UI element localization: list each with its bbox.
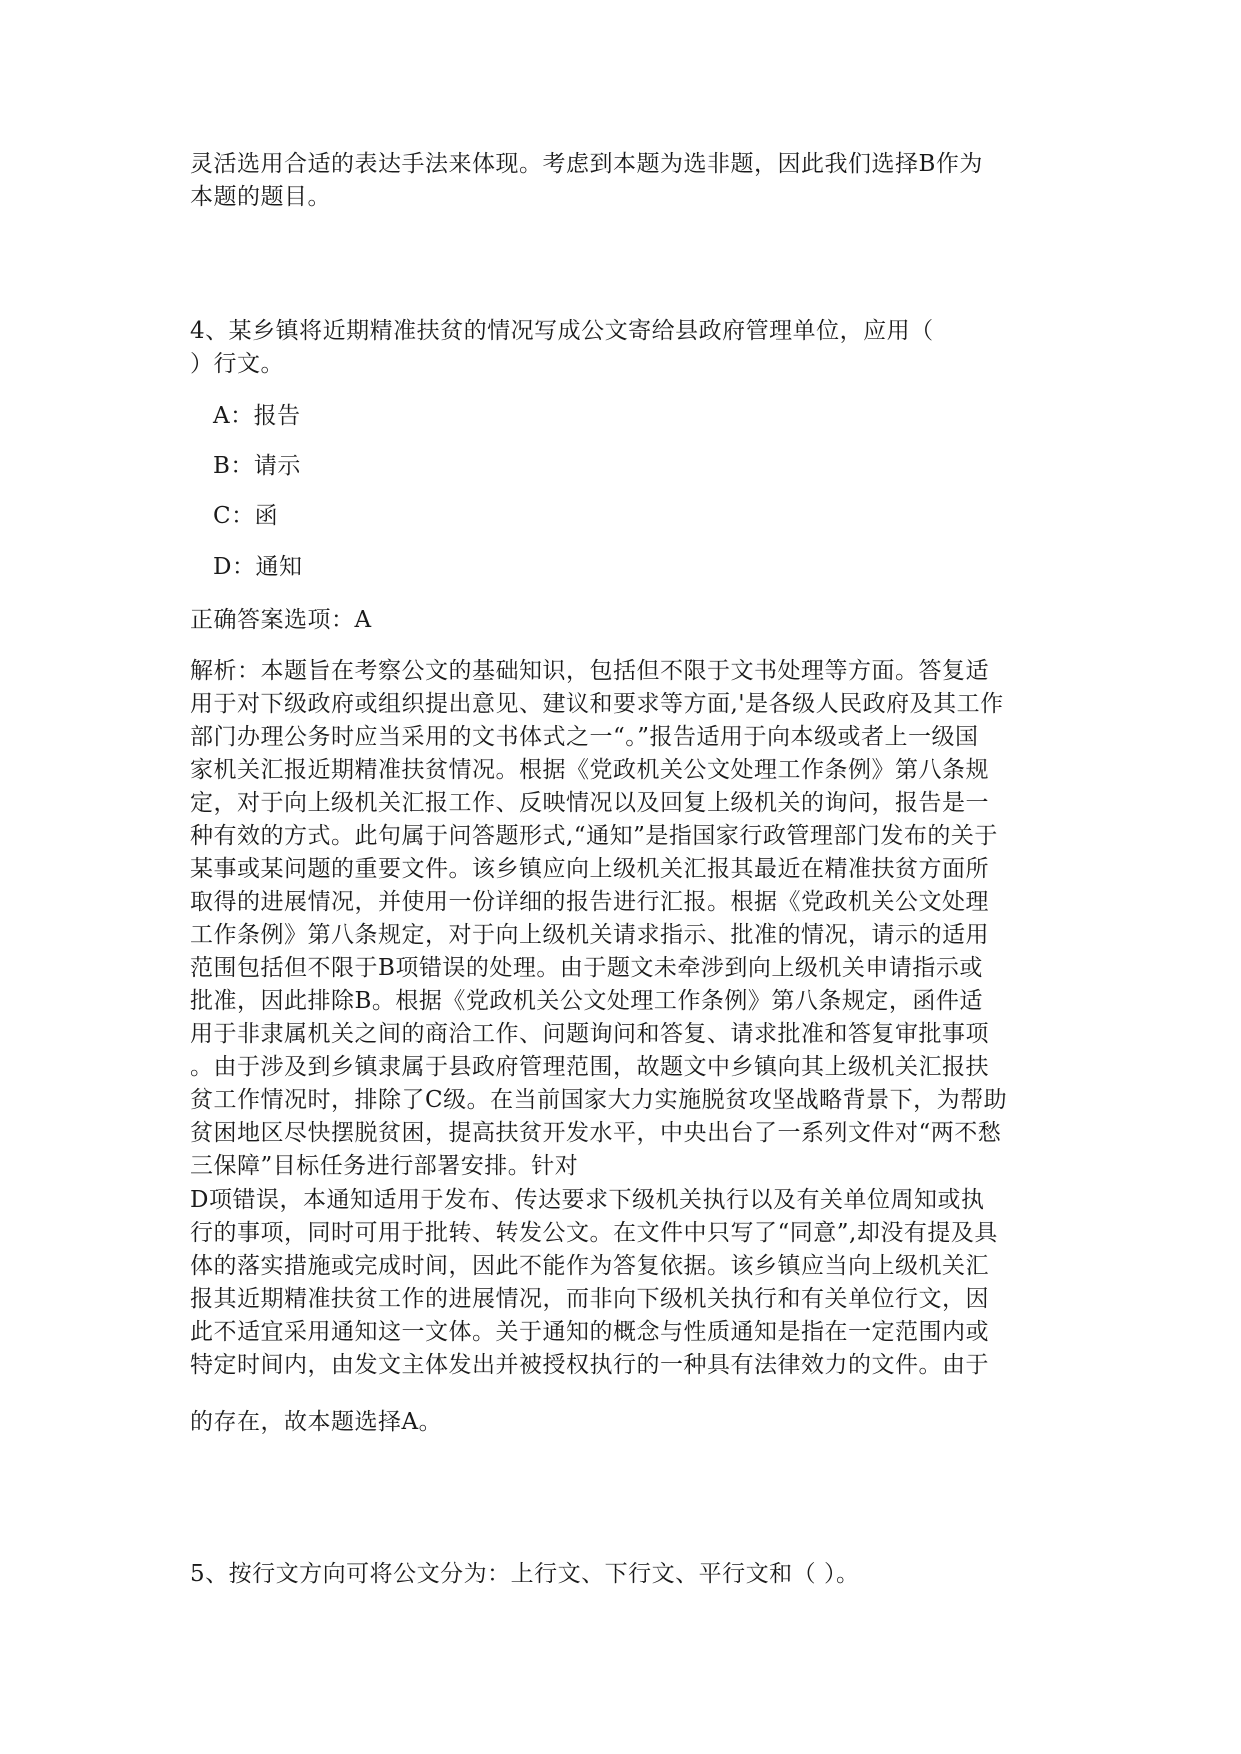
text-line: 行的事项，同时可用于批转、转发公文。在文件中只写了“同意”,却没有提及具 xyxy=(190,1220,998,1246)
question-5-stem xyxy=(190,1558,1060,1591)
text-line: 4、某乡镇将近期精准扶贫的情况写成公文寄给县政府管理单位，应用（ xyxy=(190,318,934,344)
text-line: 某事或某问题的重要文件。该乡镇应向上级机关汇报其最近在精准扶贫方面所 xyxy=(190,856,989,882)
text-line: 种有效的方式。此句属于问答题形式,“通知”是指国家行政管理部门发布的关于 xyxy=(190,823,998,849)
option-d: D：通知 xyxy=(213,554,303,580)
text-line: 部门办理公务时应当采用的文书体式之一“。”报告适用于向本级或者上一级国 xyxy=(190,724,979,750)
text-line: 体的落实措施或完成时间，因此不能作为答复依据。该乡镇应当向上级机关汇 xyxy=(190,1253,989,1279)
text-line: 用于对下级政府或组织提出意见、建议和要求等方面,'是各级人民政府及其工作 xyxy=(190,691,1004,717)
text-line: 家机关汇报近期精准扶贫情况。根据《党政机关公文处理工作条例》第八条规 xyxy=(190,757,989,783)
question-4-stem xyxy=(190,315,1060,381)
text-line: 用于非隶属机关之间的商洽工作、问题询问和答复、请求批准和答复审批事项 xyxy=(190,1021,989,1047)
text-line: 灵活选用合适的表达手法来体现。考虑到本题为选非题，因此我们选择B作为 xyxy=(190,151,983,177)
text-line: 。由于涉及到乡镇隶属于县政府管理范围，故题文中乡镇向其上级机关汇报扶 xyxy=(190,1054,989,1080)
text-line: 三保障”目标任务进行部署安排。针对 xyxy=(190,1153,579,1179)
text-line: 本题的题目。 xyxy=(190,184,331,210)
text-line: 贫工作情况时，排除了C级。在当前国家大力实施脱贫攻坚战略背景下，为帮助 xyxy=(190,1087,1008,1113)
text-line: 报其近期精准扶贫工作的进展情况，而非向下级机关执行和有关单位行文，因 xyxy=(190,1286,989,1312)
analysis-paragraph-1 xyxy=(190,655,1060,1183)
text-line: 5、按行文方向可将公文分为：上行文、下行文、平行文和（ ）。 xyxy=(190,1561,860,1587)
text-line: 特定时间内，由发文主体发出并被授权执行的一种具有法律效力的文件。由于 xyxy=(190,1352,989,1378)
text-line: ）行文。 xyxy=(190,351,284,377)
option-c: C：函 xyxy=(213,503,279,529)
text-line: 贫困地区尽快摆脱贫困，提高扶贫开发水平，中央出台了一系列文件对“两不愁 xyxy=(190,1120,1002,1146)
text-line: 工作条例》第八条规定，对于向上级机关请求指示、批准的情况，请示的适用 xyxy=(190,922,989,948)
text-line: D项错误，本通知适用于发布、传达要求下级机关执行以及有关单位周知或执 xyxy=(190,1187,985,1213)
text-line: 范围包括但不限于B项错误的处理。由于题文未牵涉到向上级机关申请指示或 xyxy=(190,955,983,981)
answer-text: 正确答案选项：A xyxy=(190,607,372,633)
text-line: 定，对于向上级机关汇报工作、反映情况以及回复上级机关的询问，报告是一 xyxy=(190,790,989,816)
text-line: 批准，因此排除B。根据《党政机关公文处理工作条例》第八条规定，函件适 xyxy=(190,988,983,1014)
text-line: 此不适宜采用通知这一文体。关于通知的概念与性质通知是指在一定范围内或 xyxy=(190,1319,989,1345)
previous-explanation xyxy=(190,148,1060,214)
option-a: A：报告 xyxy=(213,403,301,429)
text-line: 解析：本题旨在考察公文的基础知识，包括但不限于文书处理等方面。答复适 xyxy=(190,658,989,684)
text-line: 的存在，故本题选择A。 xyxy=(190,1409,443,1435)
correct-answer xyxy=(190,604,1060,637)
analysis-paragraph-3 xyxy=(190,1406,1060,1439)
option-b: B：请示 xyxy=(213,453,301,479)
text-line: 取得的进展情况，并使用一份详细的报告进行汇报。根据《党政机关公文处理 xyxy=(190,889,989,915)
analysis-paragraph-2 xyxy=(190,1184,1060,1382)
